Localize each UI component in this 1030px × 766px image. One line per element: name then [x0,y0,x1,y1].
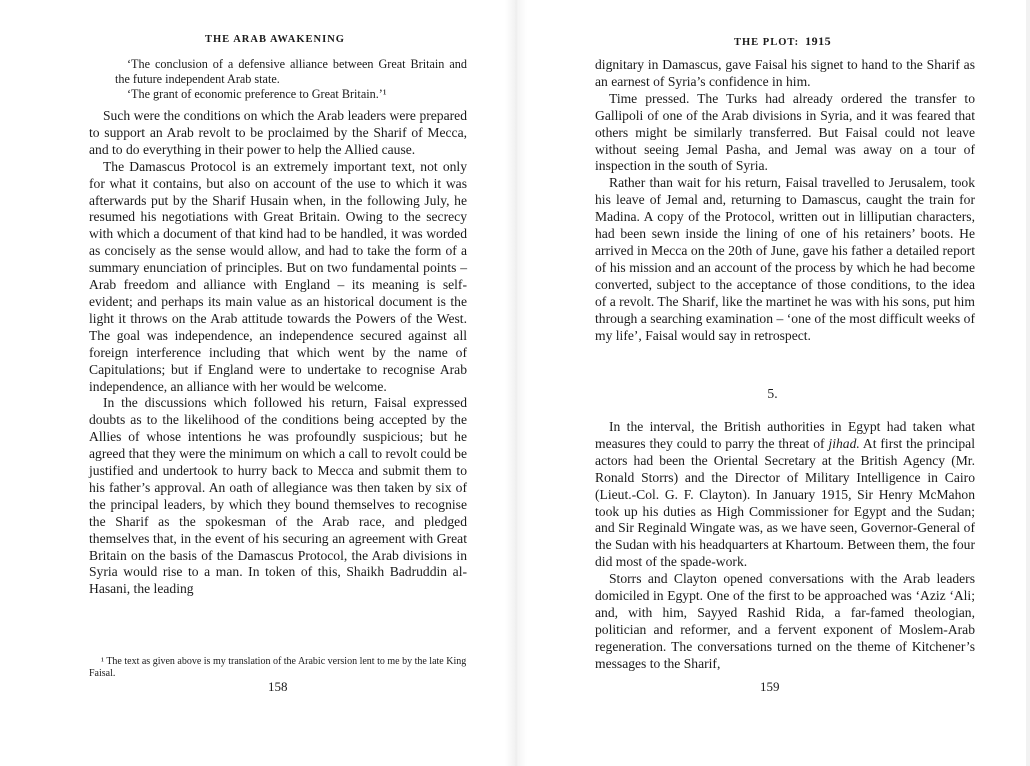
paragraph-text: At first the principal actors had been the Oriental Secretary at the British Agency (Mr. Ronald Storrs) and the Director of Military Intelligence in Cairo (Lieut.-Col. G. F. Clayton). In January 1915, Sir Henry McMahon took up his duties as High Commissioner for Egypt and the Sudan; and Sir Reginald Wingate was, as we have seen, Governor-General of the Sudan with his headquarters at Khartoum. Between them, the four did most of the spade-work. [595,435,975,570]
quote-line: ‘The grant of economic preference to Great Britain.’¹ [127,87,387,101]
footnote-text: ¹ The text as given above is my translation of the Arabic version lent to me by the late King Faisal. [89,656,467,680]
right-body-text-top [595,57,975,344]
paragraph: Such were the conditions on which the Arab leaders were prepared to support an Arab revolt to be proclaimed by the Sharif of Mecca, and to do everything in their power to help the Allied cause. [89,108,467,157]
running-head-year: 1915 [805,34,832,48]
paragraph: The Damascus Protocol is an extremely important text, not only for what it contains, but also on account of the use to which it was afterwards put by the Sharif Husain when, in the following July, he resumed his negotiations with Great Britain. Owing to the secrecy with which a document of that kind had to be handled, it was worded as concisely as the sense would allow, and had to take the form of a summary enunciation of principles. But on two fundamental points – Arab freedom and alliance with England – its meaning is self-evident; and perhaps its main value as an historical document is the light it throws on the Arab attitude towards the Powers of the West. The goal was independence, an independence secured against all foreign interference including that which went by the name of Capitulations; but if England were to undertake to recognise Arab independence, an alliance with her would be welcome. [89,158,467,394]
running-head-right [734,34,831,49]
paragraph: In the discussions which followed his return, Faisal expressed doubts as to the likelihood of the conditions being accepted by the Allies of whose intentions he was profoundly suspicious; but he agreed that they were the minimum on which a call to revolt could be justified and undertook to hurry back to Mecca and submit them to his father’s approval. An oath of allegiance was then taken by six of the principal leaders, by which they bound themselves to recognise the Sharif as the spokesman of the Arab race, and pledged themselves that, in the event of his securing an agreement with Great Britain on the basis of the Damascus Protocol, the Arab divisions in Syria would rise to a man. In token of this, Shaikh Badruddin al-Hasani, the leading [89,395,467,597]
page-number-left: 158 [268,679,288,694]
paragraph: Storrs and Clayton opened conversations with the Arab leaders domiciled in Egypt. One of the first to be approached was ‘Aziz ‘Ali; and, with him, Sayyed Rashid Rida, a far-famed theologian, politician and reformer, and a fervent exponent of Moslem-Arab regeneration. The conversations turned on the theme of Kitchener’s messages to the Sharif, [595,571,975,671]
page-edge [1026,0,1030,766]
paragraph: Rather than wait for his return, Faisal travelled to Jerusalem, took his leave of Jemal and, returning to Damascus, caught the train for Madina. A copy of the Protocol, written out in lilliputian characters, had been sewn inside the lining of one of his retainers’ boots. He arrived in Mecca on the 20th of June, gave his father a detailed report of his mission and an account of the process by which he had become converted, subject to the acceptance of those conditions, to the idea of a revolt. The Sharif, like the martinet he was with his sons, put him through a searching examination – ‘one of the most difficult weeks of my life’, Faisal would say in retrospect. [595,175,975,343]
right-page [515,0,1030,766]
running-head-left: THE ARAB AWAKENING [205,34,345,45]
left-body-text [89,108,467,598]
paragraph: Time pressed. The Turks had already ordered the transfer to Gallipoli of one of the Arab divisions in Syria, and it was feared that others might be similarly transferred. But Faisal could not leave without seeing Jemal Pasha, and Jemal was away on a tour of inspection in the south of Syria. [595,90,975,174]
section-number: 5. [767,386,778,401]
quote-line: ‘The conclusion of a defensive alliance between Great Britain and the future independent Arab state. [115,57,467,86]
paragraph-interval [595,419,975,571]
quoted-conditions [89,57,467,102]
page-number-right: 159 [760,679,780,694]
running-head-title: THE PLOT: [734,37,800,48]
footnote [89,656,467,681]
paragraph-text: In the interval, the British authorities in Egypt had taken what measures they could to parry the threat of [595,419,975,451]
italic-word: jihad. [828,435,860,451]
paragraph: dignitary in Damascus, gave Faisal his signet to hand to the Sharif as an earnest of Syria’s confidence in him. [595,57,975,89]
right-body-text-bottom [595,419,975,673]
